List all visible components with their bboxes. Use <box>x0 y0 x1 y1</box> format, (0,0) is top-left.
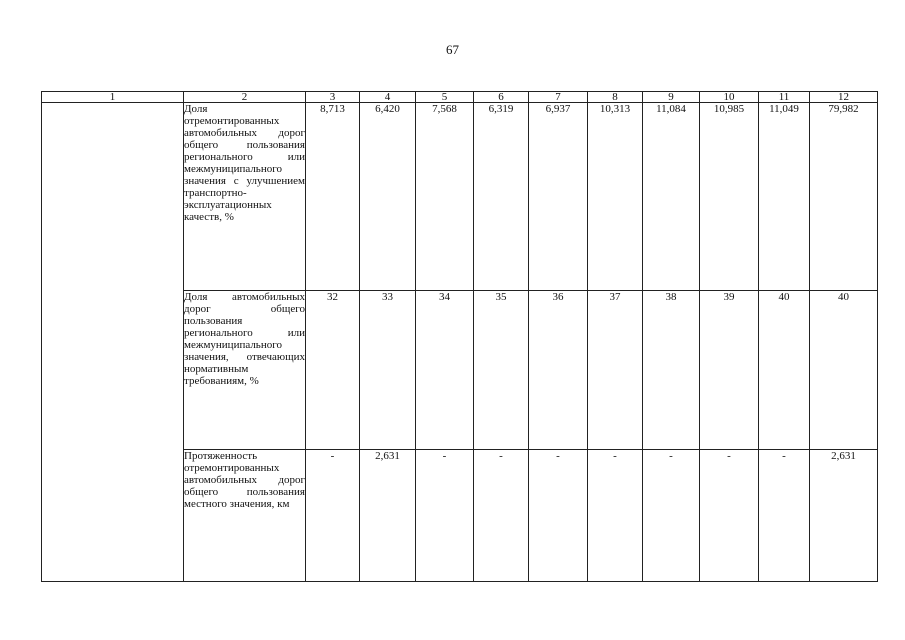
value-cell: 11,049 <box>759 103 810 291</box>
value-cell: 40 <box>759 291 810 450</box>
indicator-description: Протяженность отремонтированных автомобильных дорог общего пользования местного значения, км <box>184 450 306 582</box>
value-cell: 32 <box>306 291 360 450</box>
value-cell: - <box>588 450 643 582</box>
value-cell: 6,319 <box>474 103 529 291</box>
value-cell: - <box>759 450 810 582</box>
value-cell: 11,084 <box>643 103 700 291</box>
indicator-description: Доля отремонтированных автомобильных дорог общего пользования регионального или межмуниципального значения с улучшением транспортно-эксплуатационных качеств, % <box>184 103 306 291</box>
value-cell: 34 <box>416 291 474 450</box>
value-cell: - <box>474 450 529 582</box>
value-cell: 8,713 <box>306 103 360 291</box>
value-cell: 39 <box>700 291 759 450</box>
value-cell: 6,937 <box>529 103 588 291</box>
column-header: 4 <box>360 92 416 103</box>
column-header: 2 <box>184 92 306 103</box>
value-cell: 36 <box>529 291 588 450</box>
column-header: 11 <box>759 92 810 103</box>
column-header: 5 <box>416 92 474 103</box>
value-cell: - <box>529 450 588 582</box>
value-cell: 7,568 <box>416 103 474 291</box>
total-value-cell: 40 <box>810 291 878 450</box>
value-cell: 37 <box>588 291 643 450</box>
column-header: 8 <box>588 92 643 103</box>
indicators-table <box>41 91 878 582</box>
merged-first-column-cell <box>42 103 184 582</box>
header-row <box>42 92 878 103</box>
total-value-cell: 2,631 <box>810 450 878 582</box>
value-cell: 2,631 <box>360 450 416 582</box>
column-header: 9 <box>643 92 700 103</box>
value-cell: 33 <box>360 291 416 450</box>
column-header: 3 <box>306 92 360 103</box>
column-header: 10 <box>700 92 759 103</box>
table-row <box>42 103 878 291</box>
column-header: 12 <box>810 92 878 103</box>
indicator-description: Доля автомобильных дорог общего пользования регионального или межмуниципального значения, отвечающих нормативным требованиям, % <box>184 291 306 450</box>
value-cell: - <box>306 450 360 582</box>
value-cell: 35 <box>474 291 529 450</box>
total-value-cell: 79,982 <box>810 103 878 291</box>
value-cell: - <box>643 450 700 582</box>
column-header: 6 <box>474 92 529 103</box>
value-cell: 38 <box>643 291 700 450</box>
column-header: 1 <box>42 92 184 103</box>
value-cell: 6,420 <box>360 103 416 291</box>
column-header: 7 <box>529 92 588 103</box>
value-cell: - <box>700 450 759 582</box>
value-cell: 10,313 <box>588 103 643 291</box>
value-cell: - <box>416 450 474 582</box>
page-number: 67 <box>446 42 459 57</box>
value-cell: 10,985 <box>700 103 759 291</box>
